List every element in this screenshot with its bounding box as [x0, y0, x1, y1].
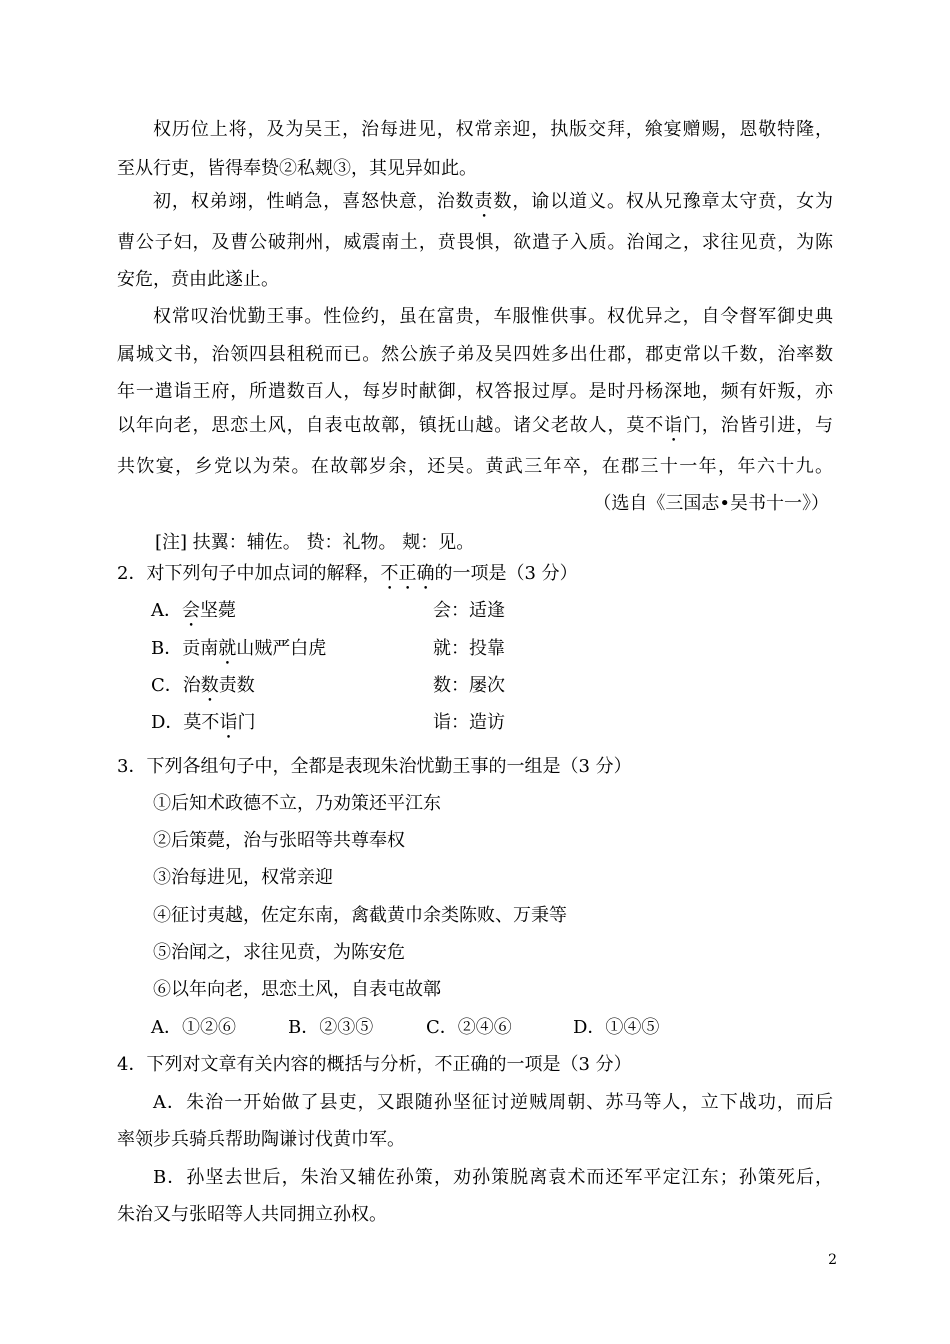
- passage-p2-line3: 安危，贲由此遂止。: [117, 269, 279, 290]
- q4-option-b-line2: 朱治又与张昭等人共同拥立孙权。: [117, 1204, 387, 1225]
- q3-stem: 3．下列各组句子中，全都是表现朱治忧勤王事的一组是（3 分）: [117, 756, 632, 777]
- q3-item: ⑥以年向老，思恋土风，自表屯故鄣: [153, 979, 441, 1000]
- q2-option-a-explanation: 会：适逢: [433, 600, 505, 621]
- q2-option-d: D．莫不诣门: [151, 712, 256, 733]
- q2-stem: 2．对下列句子中加点词的解释，不正确的一项是（3 分）: [117, 563, 578, 584]
- page-number: 2: [828, 1252, 837, 1268]
- q3-item: ④征讨夷越，佐定东南，禽截黄巾余类陈败、万秉等: [153, 905, 567, 926]
- q3-choice-b: B．②③⑤: [288, 1017, 374, 1038]
- passage-p3-line2: 属城文书，治领四县租税而已。然公族子弟及吴四姓多出仕郡，郡吏常以千数，治率数: [117, 344, 833, 365]
- q3-choice-c: C．②④⑥: [426, 1017, 512, 1038]
- q2-option-b-explanation: 就：投靠: [433, 638, 505, 659]
- passage-notes: [注] 扶翼：辅佐。 贽：礼物。 觌：见。: [155, 532, 475, 553]
- passage-p3-line5: 共饮宴，乡党以为荣。在故鄣岁余，还吴。黄武三年卒，在郡三十一年，年六十九。: [117, 456, 833, 477]
- passage-p1-line2: 至从行吏，皆得奉贽②私觌③，其见异如此。: [117, 158, 477, 179]
- q3-item: ①后知术政德不立，乃劝策还平江东: [153, 793, 441, 814]
- passage-p2-line1: 初，权弟翊，性峭急，喜怒快意，治数责数，谕以道义。权从兄豫章太守贲，女为: [153, 191, 834, 212]
- passage-p3-line1: 权常叹治忧勤王事。性俭约，虽在富贵，车服惟供事。权优异之，自令督军御史典: [153, 306, 833, 327]
- q3-item: ⑤治闻之，求往见贲，为陈安危: [153, 942, 405, 963]
- q2-option-a: A．会坚薨: [151, 600, 236, 621]
- passage-p1-line1: 权历位上将，及为吴王，治每进见，权常亲迎，执版交拜，飨宴赠赐，恩敬特隆，: [153, 119, 833, 140]
- q4-option-a-line2: 率领步兵骑兵帮助陶谦讨伐黄巾军。: [117, 1129, 405, 1150]
- q2-option-c-explanation: 数：屡次: [433, 675, 505, 696]
- q4-stem: 4．下列对文章有关内容的概括与分析，不正确的一项是（3 分）: [117, 1054, 632, 1075]
- q3-item: ②后策薨，治与张昭等共尊奉权: [153, 830, 405, 851]
- passage-p2-line2: 曹公子妇，及曹公破荆州，威震南土，贲畏惧，欲遣子入质。治闻之，求往见贲，为陈: [117, 232, 833, 253]
- q4-option-b-line1: B．孙坚去世后，朱治又辅佐孙策，劝孙策脱离袁术而还军平定江东；孙策死后，: [153, 1167, 833, 1188]
- passage-source: （选自《三国志•吴书十一》）: [593, 493, 829, 514]
- emphasis-dot-word: 不正确: [380, 563, 435, 584]
- q2-option-d-explanation: 诣：造访: [433, 712, 505, 733]
- q4-option-a-line1: A．朱治一开始做了县吏，又跟随孙坚征讨逆贼周朝、苏马等人，立下战功，而后: [153, 1092, 833, 1113]
- q3-choice-a: A．①②⑥: [151, 1017, 236, 1038]
- q3-choice-d: D．①④⑤: [573, 1017, 660, 1038]
- emphasis-dot-word: 诣: [664, 415, 683, 436]
- emphasis-dot-word: 责: [474, 191, 494, 212]
- passage-p3-line4: 以年向老，思恋土风，自表屯故鄣，镇抚山越。诸父老故人，莫不诣门，治皆引进，与: [117, 415, 834, 436]
- q3-item: ③治每进见，权常亲迎: [153, 867, 333, 888]
- q2-option-c: C．治数责数: [151, 675, 255, 696]
- q2-option-b: B．贡南就山贼严白虎: [151, 638, 327, 659]
- passage-p3-line3: 年一遣诣王府，所遣数百人，每岁时献御，权答报过厚。是时丹杨深地，频有奸叛，亦: [117, 381, 833, 402]
